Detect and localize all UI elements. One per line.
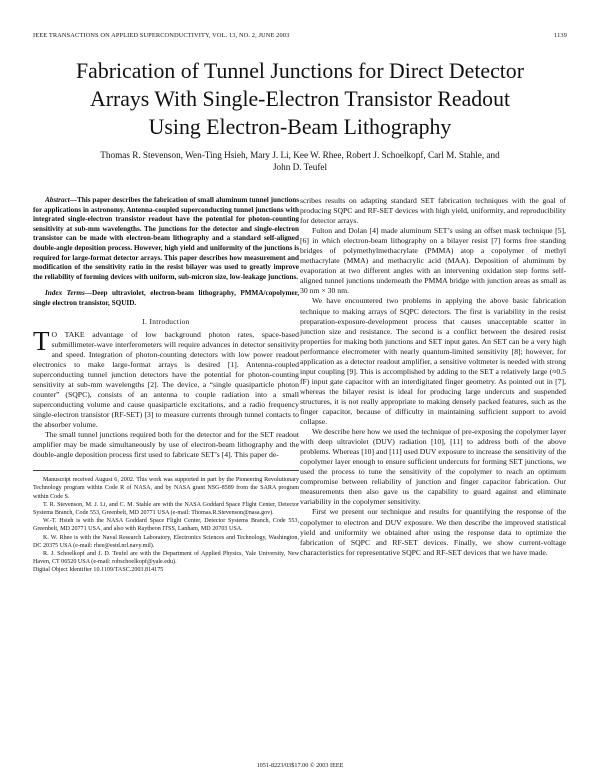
- index-terms-text: —Deep ultraviolet, electron-beam lithography, PMMA/copolymer, single electron transistor, SQUID.: [33, 289, 299, 307]
- copyright-footer: 1051-8223/03$17.00 © 2003 IEEE: [256, 762, 344, 769]
- left-column: [33, 196, 299, 575]
- footnote: K. W. Rhee is with the Naval Research Laboratory, Electronics Sciences and Technology, Washington, DC 20375 USA (e-mail: rhee@estd.nrl.navy.mil).: [33, 534, 299, 549]
- right-column: [300, 196, 566, 558]
- index-terms: [33, 289, 299, 308]
- footnote: Manuscript received August 6, 2002. This work was supported in part by the Pioneering Revolutionary Technology program within Code R of NASA, and by NASA grant NSG-8589 from the SARA program within Code S.: [33, 477, 299, 500]
- paragraph: First we present our technique and results for quantifying the response of the copolymer to electron and DUV exposure. We then describe the improved statistical yield and uniformity we obtained after using the response data to optimize the fabrication of SQPC and RF-SET devices. Finally, we show current-voltage characteristics for representative SQPC and RF-SET devices that we have made.: [300, 507, 566, 557]
- doi: Digital Object Identifier 10.1109/TASC.2003.814175: [33, 567, 164, 574]
- footnotes: [33, 470, 299, 574]
- authors-line: John D. Teufel: [272, 162, 328, 172]
- abstract-label: Abstract: [45, 196, 70, 204]
- authors-line: Thomas R. Stevenson, Wen-Ting Hsieh, Mary J. Li, Kee W. Rhee, Robert J. Schoelkopf, Carl M. Stahle, and: [100, 150, 500, 160]
- abstract-text: —This paper describes the fabrication of small aluminum tunnel junctions for applications in astronomy. Antenna-coupled superconducting tunnel junctions with integrated single-electron transistor readout have the potential for photon-counting sensitivity at sub-mm wavelengths. The junctions for the detector and single-electron transistor can be made with electron-beam lithography and a standard self-aligned double-angle deposition process. However, high yield and uniformity of the junctions is required for large-format detector arrays. This paper describes how measurement and modification of the sensitivity ratio in the resist bilayer was used to greatly improve the reliability of forming devices with uniform, sub-micron size, low-leakage junctions.: [33, 196, 299, 281]
- paragraph: We describe here how we used the technique of pre-exposing the copolymer layer with deep ultraviolet (DUV) radiation [10], [11] to address both of the above problems. Whereas [10] and [11] used DUV exposure to increase the sensitivity of the copolymer layer enough to ensure sufficient undercuts for forming SET junctions, we used the process to tune the sensitivity of the copolymer to reach an optimum compromise between reliability of junction and finger capacitor fabrication. Our measurements then also gave us the capability to guard against and eliminate variability in the copolymer sensitivity.: [300, 427, 566, 507]
- journal-header: IEEE TRANSACTIONS ON APPLIED SUPERCONDUCTIVITY, VOL. 13, NO. 2, JUNE 2003: [33, 32, 290, 39]
- drop-cap: T: [33, 325, 50, 356]
- paragraph: scribes results on adapting standard SET fabrication techniques with the goal of producing SQPC and RF-SET devices with high yield, uniformity, and reproducibility for detector arrays.: [300, 196, 566, 226]
- page-number: 1139: [554, 32, 567, 39]
- paper-title: [20, 57, 580, 141]
- footnote: T. R. Stevenson, M. J. Li, and C. M. Stahle are with the NASA Goddard Space Flight Center, Detector Systems Branch, Code 553, Greenbelt, MD 20771 USA (e-mail: Thomas.R.Stevenson@nasa.gov).: [33, 501, 299, 516]
- abstract: [33, 196, 299, 282]
- intro-paragraph: [33, 325, 299, 430]
- intro-paragraph-2: The small tunnel junctions required both for the detector and for the SET readout amplifier may be made simultaneously by use of electron-beam lithography and the double-angle deposition process first used to fabricate SET’s [4]. This paper de-: [33, 430, 299, 460]
- index-terms-label: Index Terms: [45, 289, 85, 298]
- title-line: Fabrication of Tunnel Junctions for Direct Detector: [76, 59, 524, 83]
- footnote: R. J. Schoelkopf and J. D. Teufel are with the Department of Applied Physics, Yale University, New Haven, CT 06520 USA (e-mail: robschoelkopf@yale.edu).: [33, 551, 299, 566]
- title-line: Arrays With Single-Electron Transistor Readout: [89, 87, 511, 111]
- footnote: W.-T. Hsieh is with the NASA Goddard Space Flight Center, Detector Systems Branch, Code 553, Greenbelt, MD 20771 USA, and also with Raytheon ITSS, Lanham, MD 20703 USA.: [33, 518, 299, 533]
- running-header: [33, 32, 567, 42]
- title-line: Using Electron-Beam Lithography: [148, 115, 452, 139]
- paragraph: We have encountered two problems in applying the above basic fabrication technique to making arrays of SQPC detectors. The first is variability in the resist preparation-exposure-development process that causes unacceptable scatter in junction size and resistance. The second is a conflict between the desired resist properties for making both junctions and SET input gates. An SET can be a very high performance electrometer with nearly quantum-limited sensitivity [8]; however, for application as a detector readout amplifier, a sensitive voltmeter is needed with strong input coupling [9]. This is accomplished by adding to the SET a relatively large (≈0.5 fF) input gate capacitor with an interdigitated finger geometry. As pointed out in [7], whereas the bilayer resist is ideal for producing large undercuts and suspended structures, it is not really appropriate to making densely packed features, such as the finger capacitor, because of difficulty in maintaining sufficient support to avoid collapse.: [300, 296, 566, 427]
- paragraph: Fulton and Dolan [4] made aluminum SET’s using an offset mask technique [5], [6] in which electron-beam lithography on a bilayer resist [7] forms free standing bridges of polymethylmethacrylate (PMMA) atop a copolymer of methyl methacrylate (MMA) and methacrylic acid (MAA). Deposition of aluminum by evaporation at two different angles with an intervening oxidation step forms self-aligned tunnel junctions underneath the PMMA bridge with junction areas as small as 30 nm × 30 nm.: [300, 226, 566, 296]
- section-heading: I. Introduction: [142, 316, 190, 326]
- author-list: [40, 149, 560, 173]
- intro-paragraph-text: O TAKE advantage of low background photon rates, space-based submillimeter-wave interferometers will require advances in detector sensitivity and speed. Integration of photon-counting detectors with low power readout electronics to make large-format arrays is desired [1]. Antenna-coupled superconducting tunnel junction detectors have the potential for photon-counting sensitivity at sub-mm wavelengths [2]. The device, a “single quasiparticle photon counter” (SQPC), consists of an antenna to couple radiation into a small superconducting volume and cause quasiparticle excitations, and a radio frequency single-electron transistor (RF-SET) [3] to measure currents through tunnel contacts to the absorber volume.: [33, 329, 299, 429]
